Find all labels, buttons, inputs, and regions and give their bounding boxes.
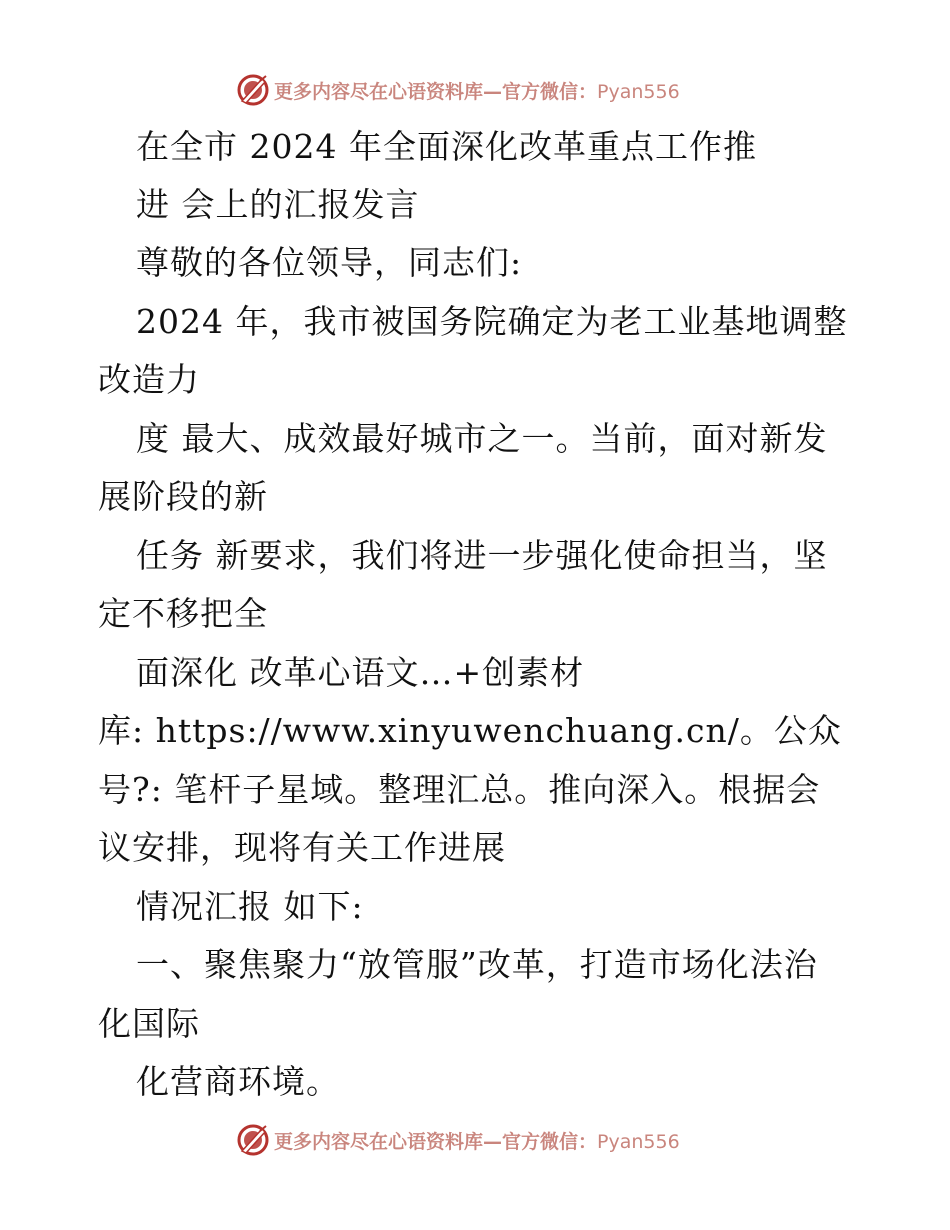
text-line: 化国际	[98, 1004, 200, 1043]
text-line: 改造力	[98, 360, 200, 399]
text-line: 定不移把全	[98, 594, 268, 633]
watermark-text	[274, 77, 680, 104]
watermark-text	[274, 1127, 680, 1154]
watermark-label: 更多内容尽在心语资料库—官方微信：	[274, 1130, 598, 1153]
text-line: 在全市 2024 年全面深化改革重点工作推	[136, 127, 757, 166]
header-watermark	[236, 73, 680, 107]
watermark-label: 更多内容尽在心语资料库—官方微信：	[274, 80, 598, 103]
text-line: 号?: 笔杆子星域。整理汇总。推向深入。根据会	[98, 770, 821, 809]
quill-seal-logo-icon	[236, 1123, 270, 1157]
text-line: 面深化 改革心语文…+创素材	[136, 653, 585, 692]
text-line: 任务 新要求，我们将进一步强化使命担当，坚	[136, 536, 828, 575]
watermark-handle: Pyan556	[597, 80, 680, 103]
text-line: 进 会上的汇报发言	[136, 185, 420, 224]
text-line: 尊敬的各位领导，同志们:	[136, 243, 523, 282]
text-line: 一、聚焦聚力“放管服”改革，打造市场化法治	[136, 945, 818, 984]
text-line: 展阶段的新	[98, 477, 268, 516]
text-line: 库: https://www.xinyuwenchuang.cn/。公众	[98, 711, 842, 750]
text-line: 2024 年，我市被国务院确定为老工业基地调整	[136, 302, 848, 341]
text-line: 情况汇报 如下:	[136, 887, 364, 926]
text-line: 度 最大、成效最好城市之一。当前，面对新发	[136, 419, 828, 458]
text-line: 化营商环境。	[136, 1062, 340, 1101]
text-line: 议安排，现将有关工作进展	[98, 828, 506, 867]
watermark-handle: Pyan556	[597, 1130, 680, 1153]
quill-seal-logo-icon	[236, 73, 270, 107]
footer-watermark	[236, 1123, 680, 1157]
